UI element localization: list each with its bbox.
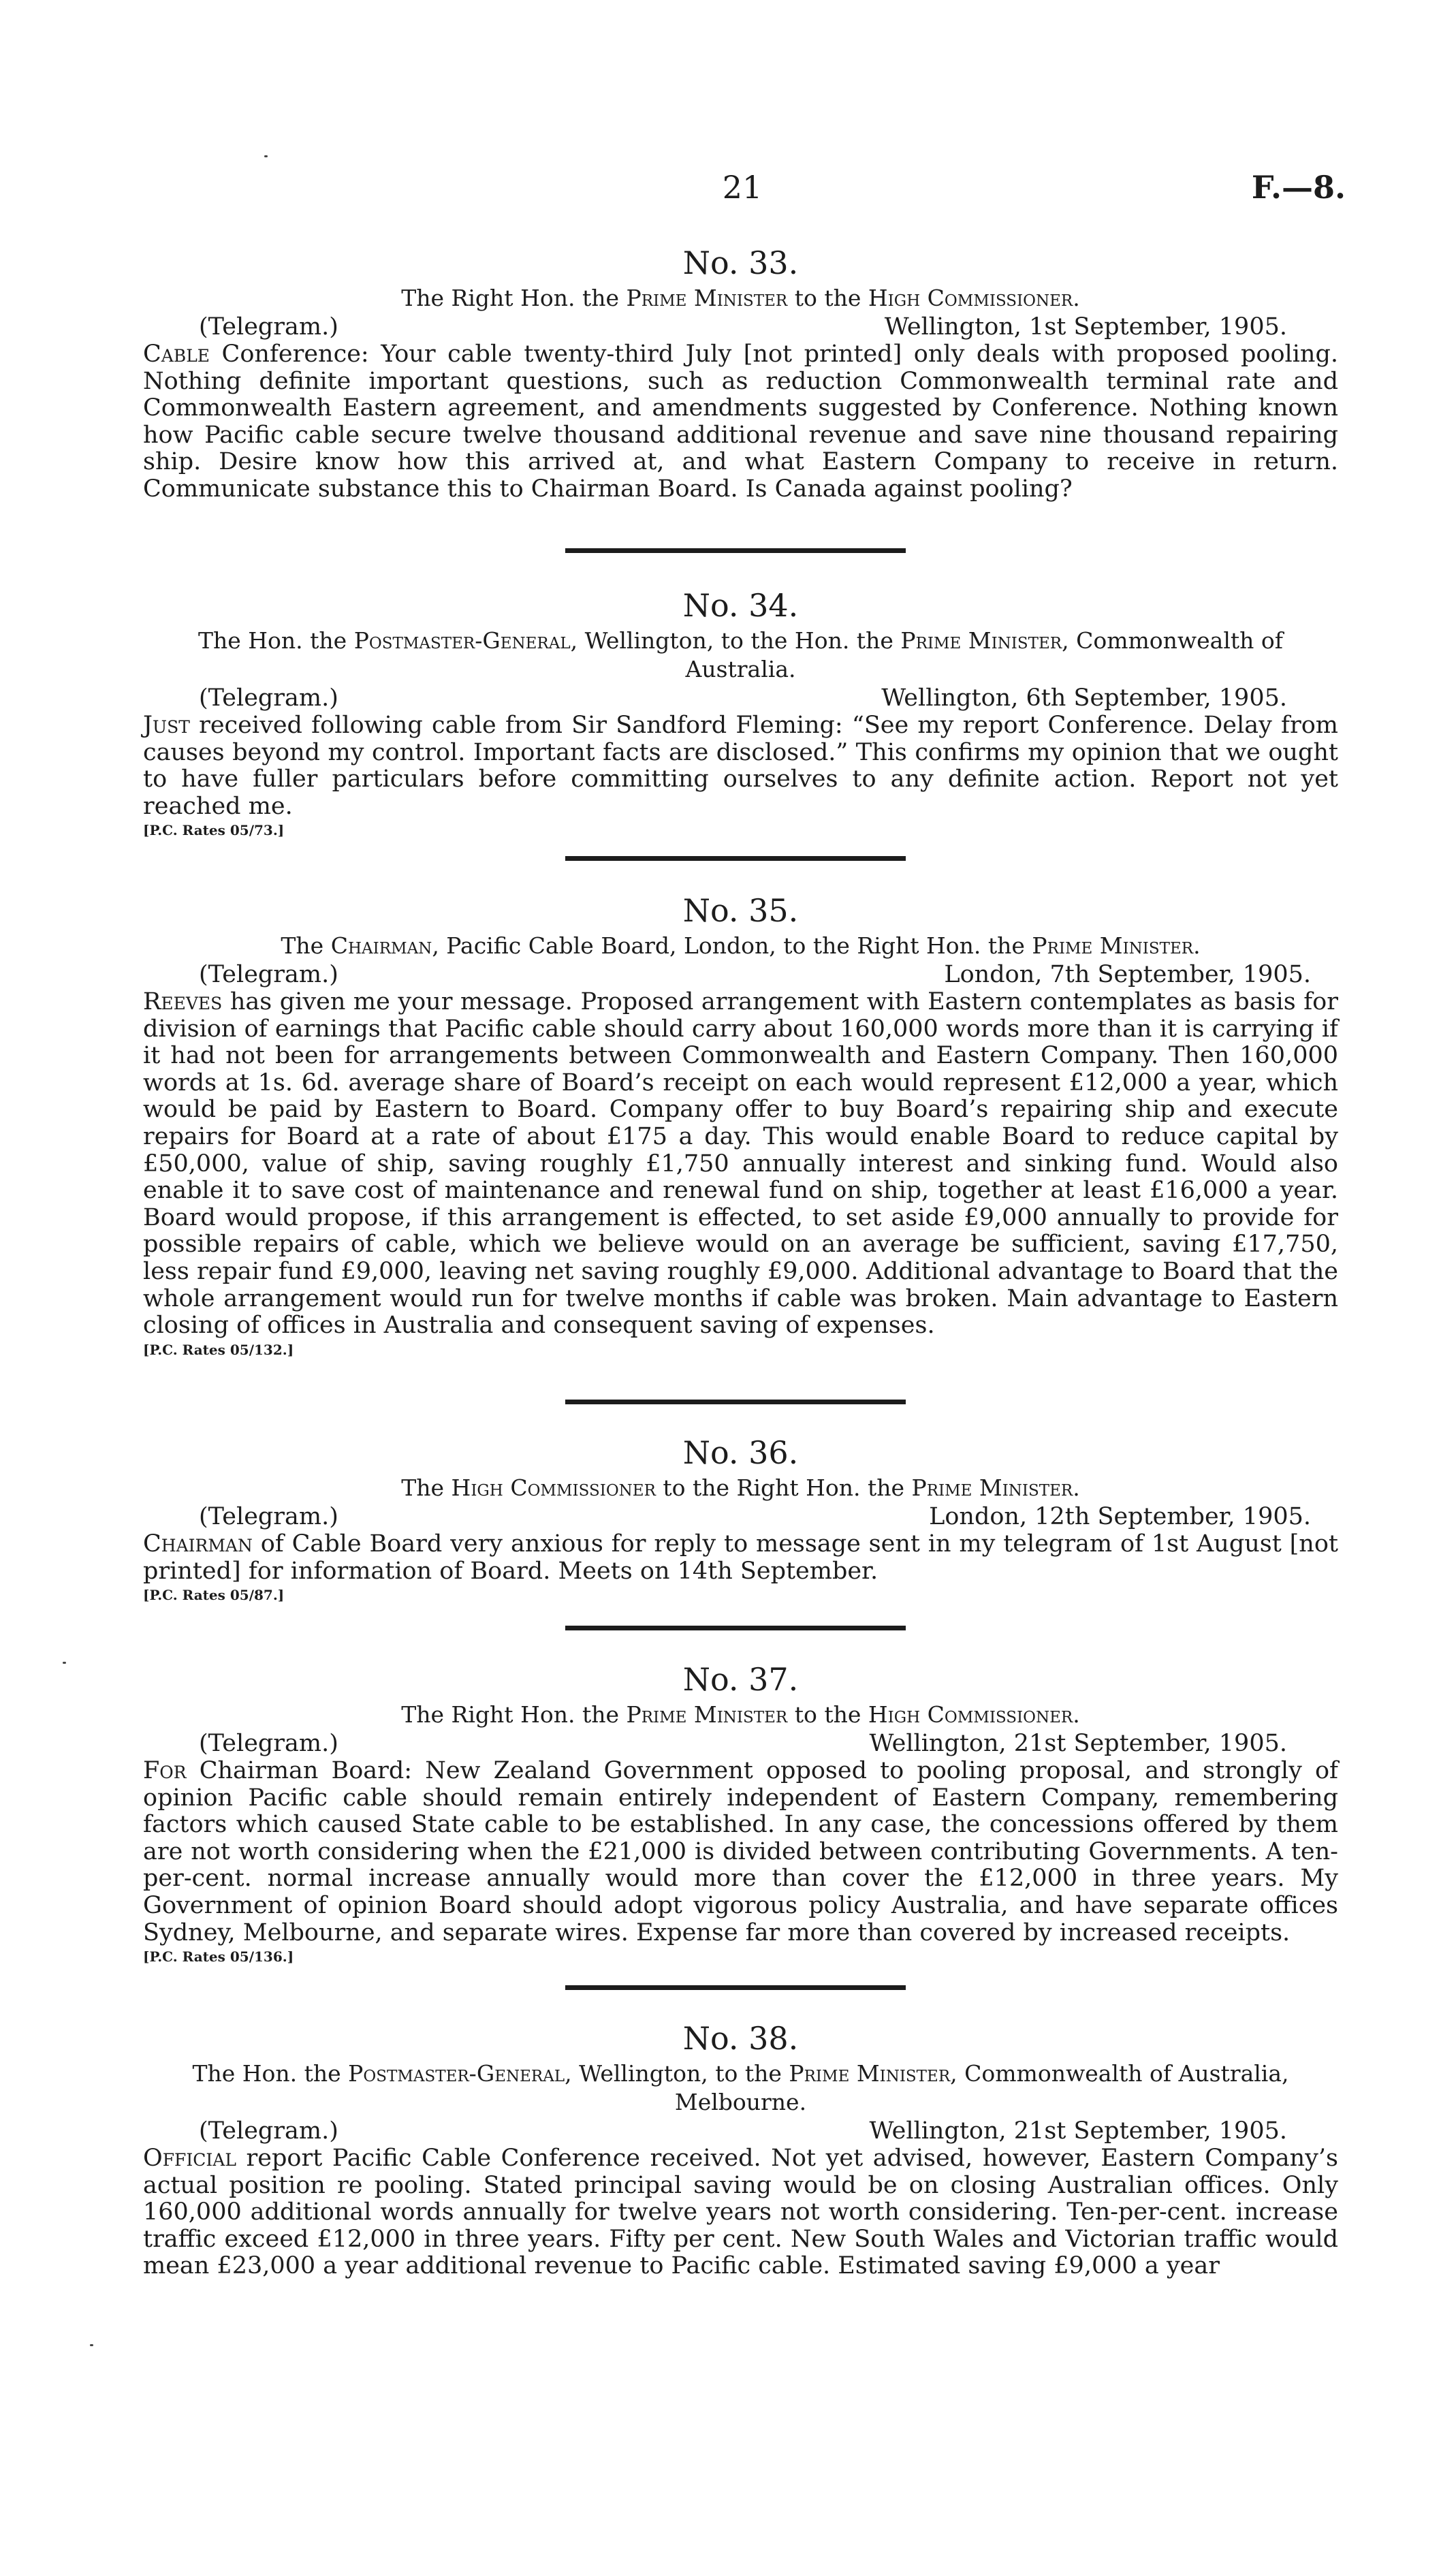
section-heading: The Hon. the Postmaster-General, Wellington, to the Prime Minister, Commonwealth of Australia, Melbourne. — [192, 2060, 1289, 2115]
place-date: Wellington, 21st September, 1905. — [869, 2117, 1287, 2145]
section-heading: The High Commissioner to the Right Hon. the Prime Minister. — [401, 1474, 1080, 1501]
place-date: London, 12th September, 1905. — [929, 1503, 1311, 1530]
section-number: No. 36. — [682, 1434, 799, 1471]
section-number: No. 37. — [682, 1661, 799, 1698]
section-heading: The Right Hon. the Prime Minister to the High Commissioner. — [401, 1701, 1080, 1728]
section-heading: The Hon. the Postmaster-General, Wellington, to the Hon. the Prime Minister, Commonwealth of Australia. — [197, 627, 1283, 682]
telegram-body: Official report Pacific Cable Conference received. Not yet advised, however, Eastern Company’s actual position re pooling. Stated principal saving would be on closing Australian offices. Only 160,000 additional words annually for twelve years not worth considering. Ten-per-cent. increase traffic exceed £12,000 in three years. Fifty per cent. New South Wales and Victorian traffic would mean £23,000 a year additional revenue to Pacific cable. Estimated saving £9,000 a year — [143, 2145, 1338, 2280]
print-speck — [63, 1662, 66, 1664]
section-number: No. 38. — [682, 2020, 799, 2057]
telegram-line — [143, 1729, 1338, 1758]
telegram-line — [143, 1502, 1338, 1531]
section-number: No. 34. — [682, 587, 799, 624]
telegram-body: For Chairman Board: New Zealand Government opposed to pooling proposal, and strongly of opinion Pacific cable should remain entirely independent of Eastern Company, remembering factors which caused State cable to be established. In any case, the concessions offered by them are not worth considering when the £21,000 is divided between contributing Governments. A ten-per-cent. normal increase annually would more than cover the £12,000 in three years. My Government of opinion Board should adopt vigorous policy Australia, and have separate offices Sydney, Melbourne, and separate wires. Expense far more than covered by increased receipts. — [143, 1757, 1338, 1946]
telegram-label: (Telegram.) — [199, 684, 338, 712]
section-divider — [565, 1985, 906, 1990]
section-divider — [565, 1626, 906, 1630]
page-number: 21 — [722, 169, 763, 206]
section-no-35 — [143, 889, 1338, 1359]
section-divider — [565, 856, 906, 861]
file-reference: [P.C. Rates 05/73.] — [143, 822, 285, 839]
file-reference: [P.C. Rates 05/87.] — [143, 1587, 285, 1604]
telegram-body: Just received following cable from Sir Sandford Fleming: “See my report Conference. Delay from causes beyond my control. Important facts are disclosed.” This confirms my opinion that we ought to have fuller particulars before committing ourselves to any definite action. Report not yet reached me. — [143, 712, 1338, 820]
place-date: Wellington, 21st September, 1905. — [869, 1730, 1287, 1757]
place-date: Wellington, 1st September, 1905. — [884, 313, 1287, 341]
telegram-label: (Telegram.) — [199, 1730, 338, 1757]
section-heading: The Chairman, Pacific Cable Board, London, to the Right Hon. the Prime Minister. — [281, 932, 1201, 959]
section-heading: The Right Hon. the Prime Minister to the High Commissioner. — [401, 285, 1080, 311]
print-speck — [264, 155, 268, 157]
document-reference: F.—8. — [1251, 169, 1346, 206]
file-reference: [P.C. Rates 05/136.] — [143, 1948, 294, 1965]
section-no-34 — [143, 584, 1338, 839]
telegram-body: Chairman of Cable Board very anxious for reply to message sent in my telegram of 1st August [not printed] for information of Board. Meets on 14th September. — [143, 1530, 1338, 1585]
section-no-38 — [143, 2017, 1338, 2280]
telegram-line — [143, 684, 1338, 712]
telegram-line — [143, 2117, 1338, 2145]
section-divider — [565, 1400, 906, 1404]
place-date: Wellington, 6th September, 1905. — [881, 684, 1287, 712]
section-number: No. 35. — [682, 892, 799, 929]
telegram-line — [143, 313, 1338, 341]
section-divider — [565, 548, 906, 553]
telegram-label: (Telegram.) — [199, 2117, 338, 2145]
section-no-36 — [143, 1432, 1338, 1604]
print-speck — [90, 2344, 93, 2346]
telegram-line — [143, 960, 1338, 989]
telegram-label: (Telegram.) — [199, 961, 338, 988]
section-no-33 — [143, 242, 1338, 503]
telegram-label: (Telegram.) — [199, 313, 338, 341]
telegram-label: (Telegram.) — [199, 1503, 338, 1530]
telegram-body: Reeves has given me your message. Proposed arrangement with Eastern contemplates as basis for division of earnings that Pacific cable should carry about 160,000 words more than it is carrying if it had not been for arrangements between Commonwealth and Eastern Company. Then 160,000 words at 1s. 6d. average share of Board’s receipt on each would represent £12,000 a year, which would be paid by Eastern to Board. Company offer to buy Board’s repairing ship and execute repairs for Board at a rate of about £175 a day. This would enable Board to reduce capital by £50,000, value of ship, saving roughly £1,750 annually interest and sinking fund. Would also enable it to save cost of maintenance and renewal fund on ship, together at least £16,000 a year. Board would propose, if this arrangement is effected, to set aside £9,000 annually to provide for possible repairs of cable, which we believe would on an average be sufficient, saving £17,750, less repair fund £9,000, leaving net saving roughly £9,000. Additional advantage to Board that the whole arrangement would run for twelve months if cable was broken. Main advantage to Eastern closing of offices in Australia and consequent saving of expenses. — [143, 988, 1338, 1340]
telegram-body: Cable Conference: Your cable twenty-third July [not printed] only deals with proposed pooling. Nothing definite important questions, such as reduction Commonwealth terminal rate and Commonwealth Eastern agreement, and amendments suggested by Conference. Nothing known how Pacific cable secure twelve thousand additional revenue and save nine thousand repairing ship. Desire know how this arrived at, and what Eastern Company to receive in return. Communicate substance this to Chairman Board. Is Canada against pooling? — [143, 341, 1338, 503]
section-no-37 — [143, 1658, 1338, 1965]
file-reference: [P.C. Rates 05/132.] — [143, 1341, 294, 1358]
section-number: No. 33. — [682, 244, 799, 281]
place-date: London, 7th September, 1905. — [944, 961, 1311, 988]
